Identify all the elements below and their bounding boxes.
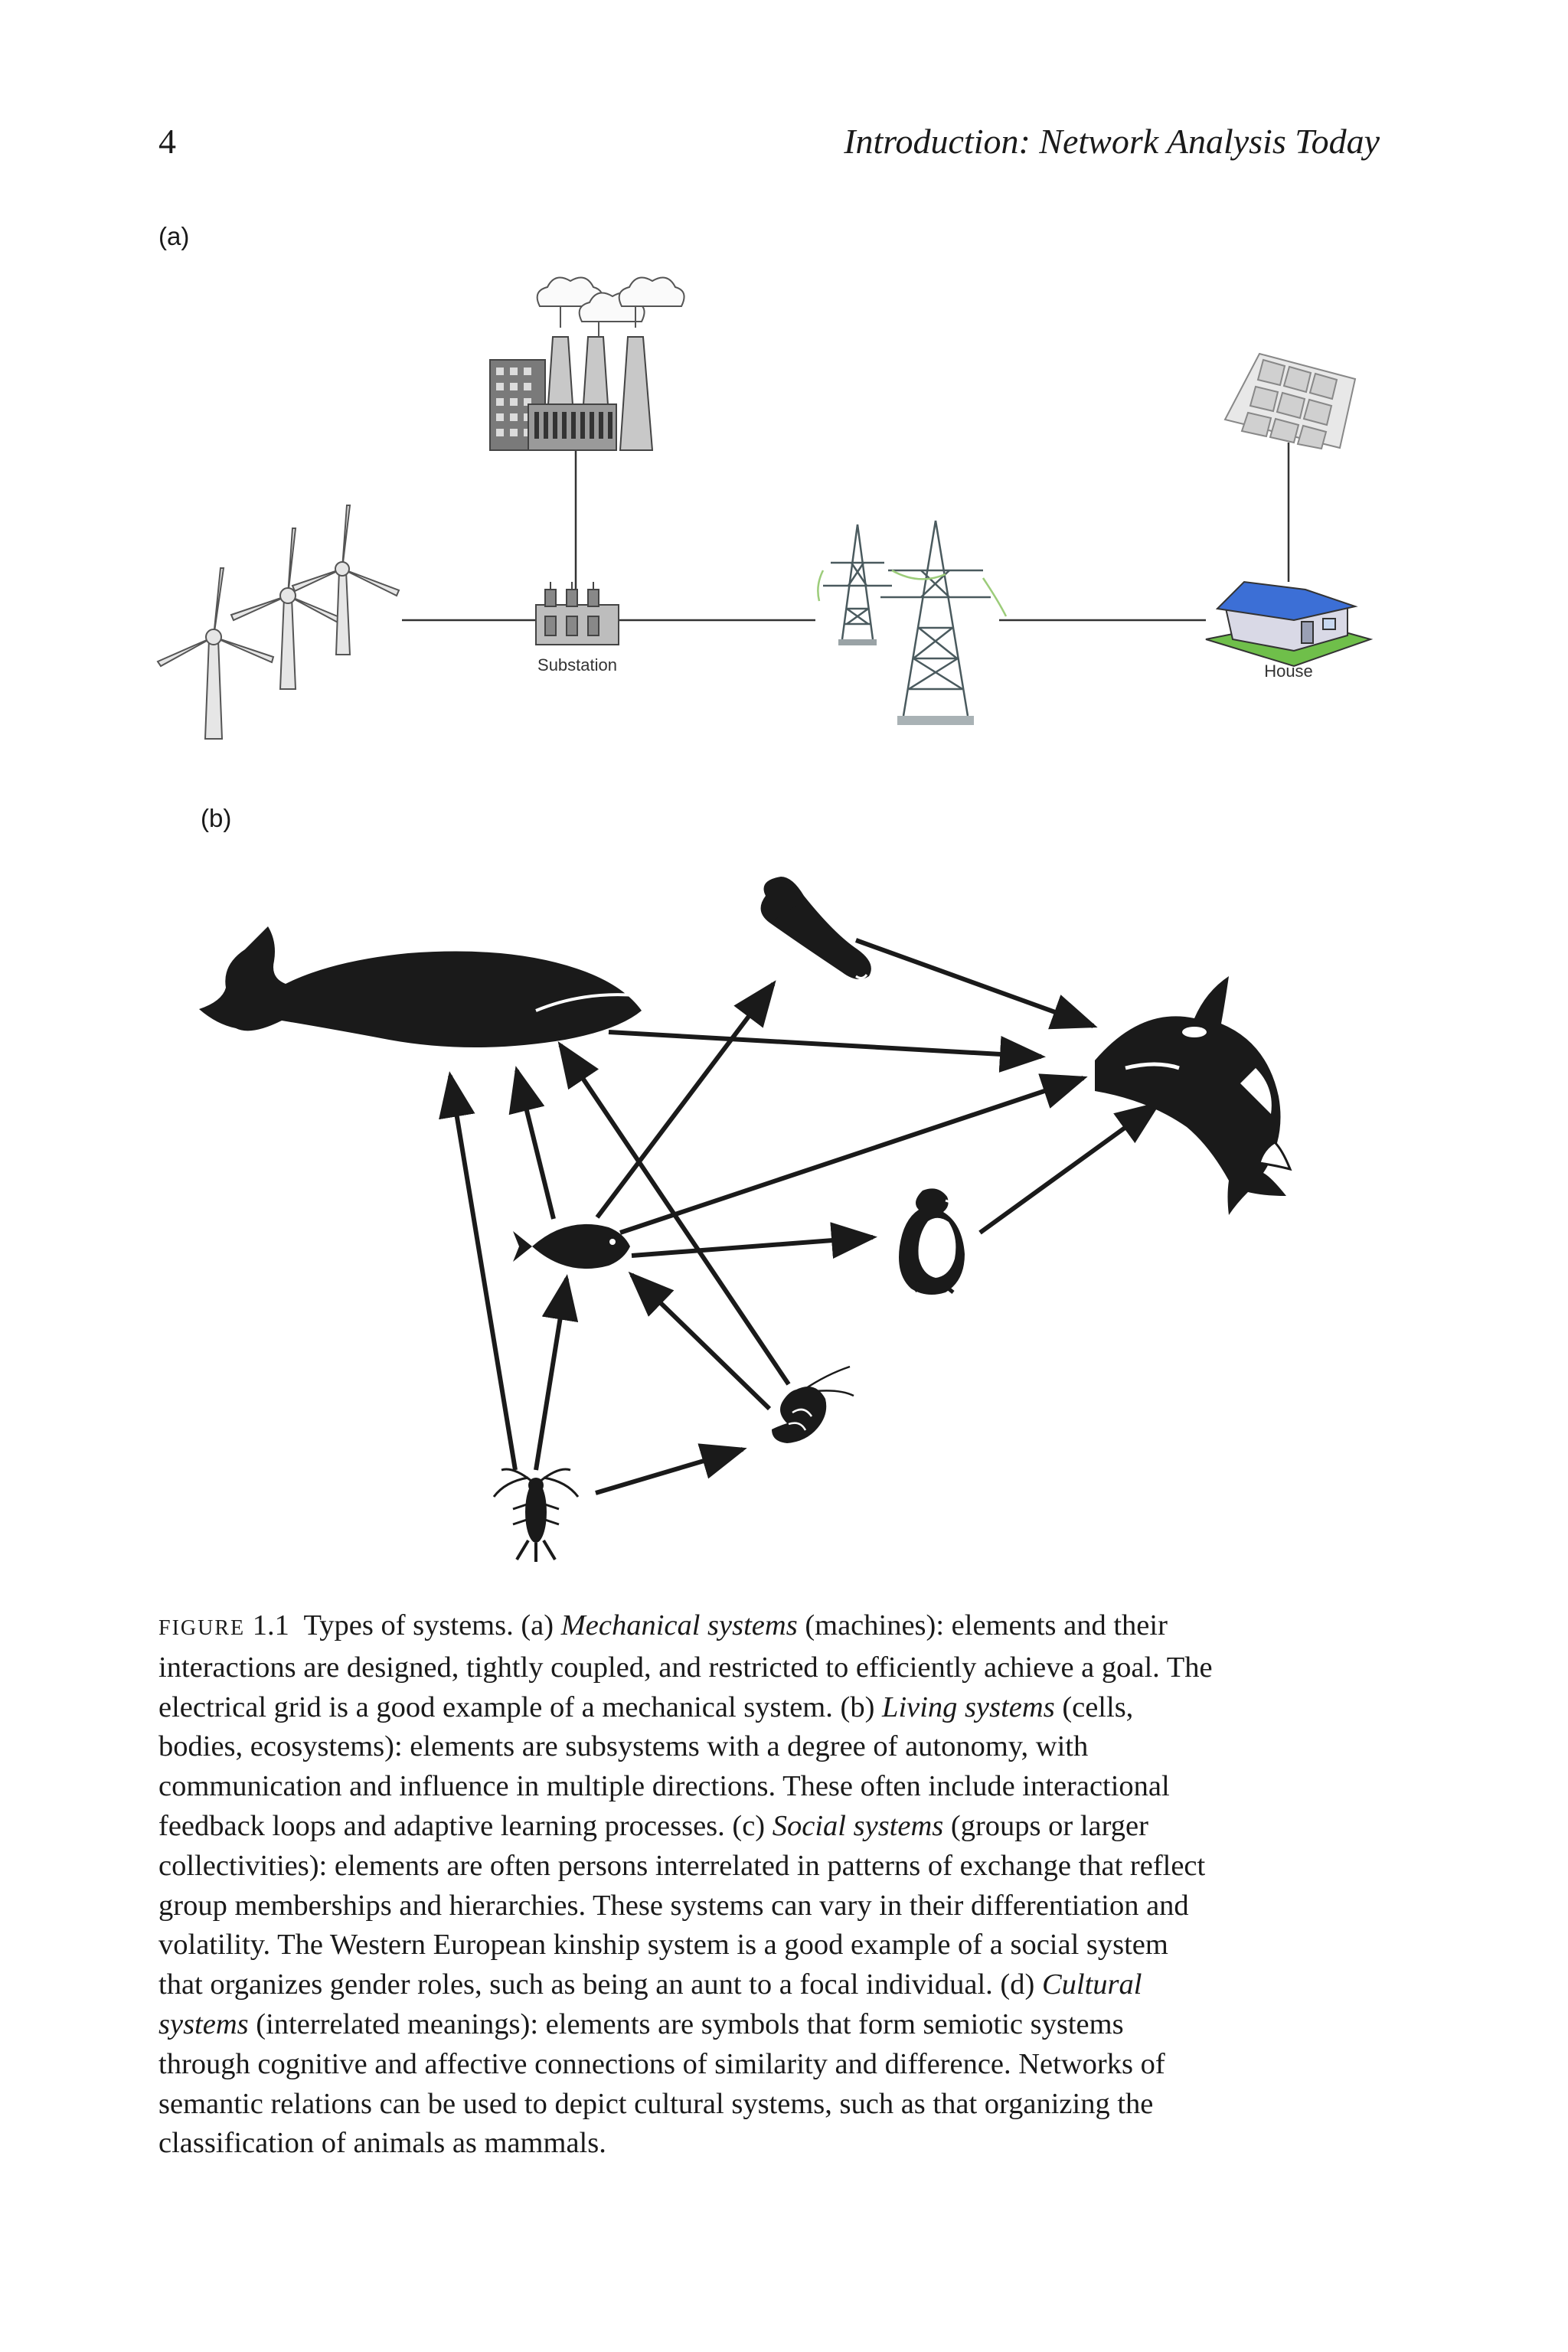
edge-penguin-orca (856, 940, 1093, 1026)
caption-line (158, 1648, 1414, 1688)
edge-shrimp-whale (560, 1045, 789, 1384)
panel-b-label: (b) (201, 804, 232, 832)
caption-italic-term: systems (158, 2007, 249, 2040)
figure-word: FIGURE (158, 1616, 246, 1640)
caption-run: collectivities): elements are often persons interrelated in patterns of exchange that reflect (158, 1849, 1206, 1882)
caption-line (158, 1688, 1414, 1728)
caption-line (158, 2005, 1414, 2045)
krill-icon (494, 1469, 578, 1562)
edge-penguin-standing-orca (980, 1104, 1158, 1233)
caption-run: feedback loops and adaptive learning processes. (c) (158, 1809, 773, 1842)
caption-line (158, 2124, 1414, 2164)
substation-icon (536, 582, 619, 645)
caption-italic-term: Mechanical systems (560, 1609, 798, 1642)
orca-icon (1095, 976, 1290, 1215)
caption-run: (machines): elements and their (797, 1609, 1168, 1642)
power-plant-icon (490, 278, 684, 451)
caption-line (158, 2045, 1414, 2085)
caption-line (158, 1926, 1414, 1965)
edge-fish-whale (517, 1070, 554, 1219)
substation-label: Substation (537, 655, 617, 675)
edge-krill-fish (536, 1279, 567, 1470)
caption-run: classification of animals as mammals. (158, 2127, 606, 2160)
fish-icon (513, 1224, 630, 1269)
transmission-tower-small (823, 524, 892, 645)
transmission-towers-icon (818, 521, 1006, 725)
caption-run: Types of systems. (a) (303, 1609, 561, 1642)
running-title: Introduction: Network Analysis Today (844, 122, 1380, 161)
house-label: House (1264, 662, 1313, 681)
caption-run: group memberships and hierarchies. These systems can vary in their differentiation and (158, 1889, 1189, 1922)
caption-italic-term: Social systems (772, 1809, 944, 1842)
solar-panel-icon (1225, 354, 1355, 449)
whale-icon (199, 926, 642, 1047)
caption-line (158, 2085, 1414, 2125)
caption-italic-term: Living systems (882, 1690, 1055, 1723)
caption-run: communication and influence in multiple directions. These often include interactional (158, 1770, 1170, 1803)
caption-italic-term: Cultural (1041, 1968, 1142, 2001)
caption-line (158, 1606, 1414, 1648)
caption-line (158, 1886, 1414, 1926)
caption-line (158, 1807, 1414, 1847)
wind-turbine-icon (158, 568, 273, 739)
caption-text (303, 1609, 1167, 1642)
caption-line (158, 1767, 1414, 1807)
penguin-standing-icon (899, 1188, 965, 1295)
edge-whale-orca (609, 1032, 1041, 1057)
caption-run: electrical grid is a good example of a mechanical system. (b) (158, 1690, 883, 1723)
caption-run: (groups or larger (943, 1809, 1148, 1842)
penguin-diving-icon (761, 877, 871, 979)
figure-caption (158, 1606, 1414, 2164)
smoke-clouds (537, 278, 684, 338)
caption-run: volatility. The Western European kinship system is a good example of a social system (158, 1929, 1168, 1962)
grid-connections (402, 443, 1289, 620)
edge-krill-shrimp (596, 1449, 743, 1493)
house-icon (1206, 582, 1370, 666)
figure-number: 1.1 (252, 1609, 289, 1642)
caption-line (158, 1727, 1414, 1767)
edge-fish-penguin-standing (632, 1237, 873, 1256)
caption-run: interactions are designed, tightly coupled, and restricted to efficiently achieve a goal. The (158, 1651, 1213, 1684)
page-number: 4 (158, 122, 176, 161)
edge-shrimp-fish (632, 1275, 769, 1409)
caption-run: that organizes gender roles, such as being an aunt to a focal individual. (d) (158, 1968, 1042, 2001)
caption-body (158, 1648, 1414, 2164)
panel-a-label: (a) (158, 222, 190, 250)
transmission-tower-large (880, 521, 991, 725)
caption-run: through cognitive and affective connections of similarity and difference. Networks of (158, 2047, 1165, 2080)
caption-run: bodies, ecosystems): elements are subsystems with a degree of autonomy, with (158, 1730, 1089, 1763)
wind-turbine-icon (231, 528, 343, 689)
caption-run: (cells, (1054, 1690, 1134, 1723)
caption-line (158, 1847, 1414, 1886)
caption-run: semantic relations can be used to depict cultural systems, such as that organizing the (158, 2087, 1154, 2120)
wind-turbine-icon (292, 505, 399, 655)
edge-krill-whale (450, 1076, 515, 1470)
caption-line (158, 1965, 1414, 2005)
wind-turbines-icon (158, 505, 399, 739)
caption-run: (interrelated meanings): elements are symbols that form semiotic systems (248, 2007, 1124, 2040)
